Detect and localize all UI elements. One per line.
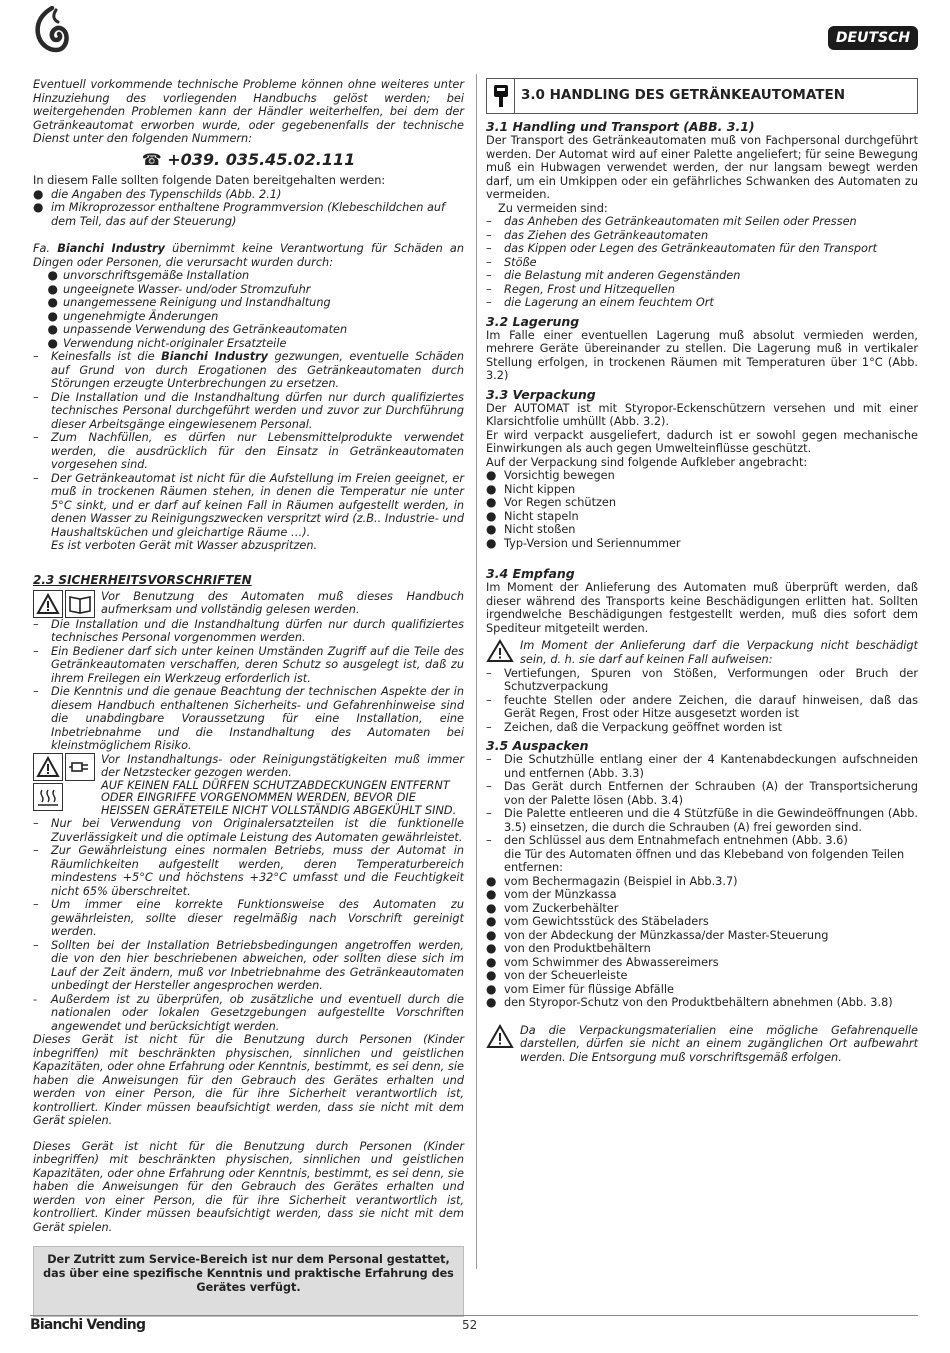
heading-3-3: 3.3 Verpackung [486, 386, 596, 402]
list-item: – Zeichen, daß die Verpackung geöffnet worden ist [486, 720, 783, 734]
page-number: 52 [462, 1318, 478, 1332]
column-divider [476, 74, 477, 1269]
heading-3-1: 3.1 Handling und Transport (ABB. 3.1) [486, 119, 755, 134]
right-column: 3.0 HANDLING DES GETRÄNKEAUTOMATEN 3.1 Handling und Transport (ABB. 3.1) Der Transport des Getränkeautomaten muß von Fachpersonal durchgeführt werden. Der Automat wird auf einer Palette angeliefert; für seine Bewegung muß ein Hubwagen verwendet werden, der nur langsam bewegt werden darf, um ein Umkippen oder ein gefährliches Schwanken des Automaten zu vermeiden. Zu vermeiden sind: – das Anheben des Getränkeautomaten mit Seilen oder Pressen – das Ziehen des Getränkeautomaten – das Kippen oder Legen des Getränkeautomaten für den Transport – Stöße – die Belastung mit anderen Gegenständen – Regen, Frost und Hitzequellen – die Lagerung an einem feuchtem Ort 3.2 Lagerung Im Falle einer eventuellen Lagerung muß absolut vermieden werden, mehrere Geräte übereinander zu stellen. Die Lagerung muß in vertikaler Stellung erfolgen, in trockenen Räumen mit Temperaturen über 1°C (Abb. 3.2) 3.3 Verpackung Der AUTOMAT ist mit Styropor-Eckenschützern versehen und mit einer Klarsichtfolie umhüllt (Abb. 3.2). Er wird verpackt ausgeliefert, dadurch ist er sowohl gegen mechanische Einwirkungen als auch gegen Umwelteinflüsse geschützt. Auf der Verpackung sind folgende Aufkleber angebracht: ● Vorsichtig bewegen ● Nicht kippen ● Vor Regen schützen ● Nicht stapeln ● Nicht stoßen ● Typ-Version und Seriennummer 3.4 Empfang Im Moment der Anlieferung des Automaten muß überprüft werden, daß dieser während des Transports keine Beschädigungen erlitten hat. Sollten irgendwelche Beschädigungen festgestellt werden, muß dies sofort dem Spediteur mitgeteilt werden. Im Moment der Anlieferung darf die Verpackung nicht beschädigt sein, d. h. sie darf auf keinen Fall aufweisen: – Vertiefungen, Spuren von Stößen, Verformungen oder Bruch der Schutzverpackung – feuchte Stellen oder andere Zeichen, die darauf hinweisen, daß das Gerät Regen, Frost oder Hitze ausgesetzt worden ist – Zeichen, daß die Verpackung geöffnet worden ist 3.5 Auspacken – Die Schutzhülle entlang einer der 4 Kantenabdeckungen aufschneiden und entfernen (Abb. 3.3) – Das Gerät durch Entfernen der Schrauben (A) der Transportsicherung von der Palette lösen (Abb. 3.4) – Die Palette entleeren und die 4 Stützfüße in die Gewindeöffnungen (Abb. 3.5) einsetzen, die durch die Schrauben (A) frei geworden sind. – den Schlüssel aus dem Entnahmefach entnehmen (Abb. 3.6) die Tür des Automaten öffnen und das Klebeband von folgenden Teilen entfernen: ● vom Bechermagazin (Beispiel in Abb.3.7) ● vom der Münzkassa ● vom Zuckerbehälter ● vom Gewichtsstück des Stäbeladers ● von der Abdeckung der Münzkassa/der Master-Steuerung ● von den Produktbehältern ● vom Schwimmer des Abwassereimers ● von der Scheuerleiste ● vom Eimer für flüssige Abfälle ● den Styropor-Schutz von den Produktbehältern abnehmen (Abb. 3.8) Da die Verpackungsmaterialien eine mögliche Gefahrenquelle darstellen, dürfen sie nicht an einem zugänglichen Ort aufbewahrt werden. Die Entsorgung muß vorschriftsgemäß erfolgen. [486, 78, 918, 1064]
list-item: – die Lagerung an einem feuchtem Ort [486, 296, 714, 309]
list-item: ● Nicht stoßen [486, 522, 576, 536]
brand-logo: Bianchi Vending [30, 1317, 146, 1333]
unplug-icon [65, 753, 95, 781]
warning-triangle-icon [486, 639, 514, 667]
list-item: – feuchte Stellen oder andere Zeichen, die darauf hinweisen, daß das Gerät Regen, Frost oder Hitze ausgesetzt worden ist [486, 693, 918, 720]
list-item: – das Ziehen des Getränkeautomaten [486, 228, 709, 242]
maintenance-warning: Vor Instandhaltungs- oder Reinigungstätigkeiten muß immer der Netzstecker gezogen werden. AUF KEINEN FALL DÜRFEN SCHUTZABDECKUNGEN ENTFERNT ODER EINGRIFFE VORGENOMMEN WERDEN, BEVOR DIE HEISSEN GERÄTETEILE NICHT VOLLSTÄNDIG ABGEKÜHLT SIND. [33, 753, 464, 818]
list-item: ● von der Scheuerleiste [486, 968, 628, 982]
list-item: ● ungeeignete Wasser- und/oder Stromzufuhr [47, 281, 311, 296]
list-item: ● Nicht kippen [486, 481, 576, 496]
list-item: – das Anheben des Getränkeautomaten mit Seilen oder Pressen [486, 215, 857, 228]
list-item: ● vom der Münzkassa [486, 887, 617, 901]
list-item: ● Vor Regen schützen [486, 495, 617, 509]
list-item: – Die Installation und die Instandhaltung dürfen nur durch qualifiziertes technisches Personal vorgenommen werden. [33, 617, 464, 644]
list-item: ● vom Gewichtsstück des Stäbeladers [486, 914, 709, 928]
list-item: – Das Gerät durch Entfernen der Schrauben (A) der Transportsicherung von der Palette lösen (Abb. 3.4) [486, 780, 918, 807]
list-item: ● von der Abdeckung der Münzkassa/der Master-Steuerung [486, 927, 829, 942]
list-item: ● Nicht stapeln [486, 508, 579, 523]
hot-surface-icon [33, 783, 63, 811]
packaging-disposal-warning: Da die Verpackungsmaterialien eine mögliche Gefahrenquelle darstellen, dürfen sie nicht an einem zugänglichen Ort aufbewahrt werden. Die Entsorgung muß vorschriftsgemäß erfolgen. [486, 1024, 918, 1065]
list-item: – Nur bei Verwendung von Originalersatzteilen ist die funktionelle Zuverlässigkeit und die optimale Leistung des Automaten gewährleistet. [33, 817, 464, 844]
list-item: – die Belastung mit anderen Gegenständen [486, 269, 741, 282]
service-area-notice: Der Zutritt zum Service-Bereich ist nur dem Personal gestattet, das über eine spezifische Kenntnis und praktische Erfahrung des Gerätes verfügt. [33, 1246, 464, 1317]
keep-ready-text: In diesem Falle sollten folgende Daten bereitgehalten werden: [33, 174, 386, 187]
list-item: – Ein Bediener darf sich unter keinen Umständen Zugriff auf die Teile des Getränkeautomaten verschaffen, deren Schutz so ausgelegt ist, daß zu ihrem Freilegen ein Werkzeug erforderlich ist. [33, 644, 464, 685]
intro-text: Eventuell vorkommende technische Probleme können ohne weiteres unter Hinzuziehung des vorliegenden Handbuchs gelöst werden; bei weitergehenden Problemen kann der Händler weiterhelfen, bei dem der Getränkeautomat erworben wurde, oder gegebenenfalls der technische Dienst unter den folgenden Nummern: [33, 78, 464, 145]
list-item: – Um immer eine korrekte Funktionsweise des Automaten zu gewährleisten, sollte dieser regelmäßig nach Vorschrift gereinigt werden. [33, 898, 464, 938]
list-item: ● die Angaben des Typenschilds (Abb. 2.1) [33, 186, 282, 201]
list-item: ● unvorschriftsgemäße Installation [47, 268, 250, 282]
list-item: – Regen, Frost und Hitzequellen [486, 282, 675, 296]
list-item: ● unangemessene Reinigung und Instandhaltung [47, 295, 331, 309]
list-item: ● im Mikroprozessor enthaltene Programmversion (Klebeschildchen auf dem Teil, das auf der Steuerung) [33, 200, 446, 228]
list-item: – Der Getränkeautomat ist nicht für die Aufstellung im Freien geeignet, er muß in trockenen Räumen stehen, in denen die Temperatur nie unter 5°C sinkt, und er darf auf keinen Fall in Räumen aufgestellt werden, in denen Wasser zu Reinigungszwecken verspritzt wird (z.B.. Industrie- und Haushaltsküchen und gleichartige Räume …). Es ist verboten Gerät mit Wasser abzuspritzen. [33, 471, 464, 552]
list-item: – Sollten bei der Installation Betriebsbedingungen angetroffen werden, die von den hier beschriebenen abweichen, oder sollten diese sich im Lauf der Zeit ändern, muß vor Inbetriebnahme des Getränkeautomaten unbedingt der Hersteller angesprochen werden. [33, 938, 464, 992]
children-warning-2: Dieses Gerät ist nicht für die Benutzung durch Personen (Kinder inbegriffen) mit beschränkten physischen, sinnlichen und geistlichen Kapazitäten, oder ohne Erfahrung oder Kenntnis, bestimmt, es sei denn, sie haben die Anweisungen für den Gebrauch des Gerätes erhalten und werden von einer Person, die für ihre Sicherheit verantwortlich ist, kontrolliert. Kinder müssen beaufsichtigt werden, dass sie nicht mit dem Gerät spielen. [33, 1139, 464, 1234]
list-item: – Stöße [486, 255, 537, 269]
list-item: ● von den Produktbehältern [486, 941, 651, 955]
list-item: – Keinesfalls ist die Bianchi Industry gezwungen, eventuelle Schäden auf Grund von durch Erogationen des Getränkeautomaten durch Störungen erzeugte Unterbrechungen zu ersetzen. [33, 350, 464, 390]
bullet-icon: ● [33, 186, 44, 201]
list-item: ● vom Zuckerbehälter [486, 900, 619, 915]
liability-text: Fa. Bianchi Industry übernimmt keine Verantwortung für Schäden an Dingen oder Personen, die verursacht wurden durch: [33, 242, 465, 269]
list-item: – den Schlüssel aus dem Entnahmefach entnehmen (Abb. 3.6) [486, 834, 848, 847]
list-item: – Vertiefungen, Spuren von Stößen, Verformungen oder Bruch der Schutzverpackung [486, 666, 918, 693]
list-item: ● Vorsichtig bewegen [486, 468, 615, 482]
handling-icon [487, 79, 515, 113]
heading-3-2: 3.2 Lagerung [486, 313, 580, 329]
list-item: ● Verwendung nicht-originaler Ersatzteile [47, 335, 287, 350]
list-item: – Die Palette entleeren und die 4 Stützfüße in die Gewindeöffnungen (Abb. 3.5) einsetzen, die durch die Schrauben (A) frei geworden sind. [486, 807, 918, 834]
bianchi-logo-icon [30, 6, 70, 54]
phone-icon: ☎ [141, 149, 162, 169]
bullet-icon: ● [33, 200, 44, 214]
manual-book-icon [65, 590, 95, 618]
warning-triangle-icon [486, 1024, 514, 1065]
list-item: ● vom Bechermagazin (Beispiel in Abb.3.7) [486, 873, 738, 888]
footer-divider [30, 1315, 918, 1316]
section-title: 3.0 HANDLING DES GETRÄNKEAUTOMATEN [486, 78, 918, 114]
language-badge: DEUTSCH [828, 26, 918, 50]
left-column [33, 78, 464, 1317]
warning-triangle-icon [33, 753, 63, 781]
list-item: ● unpassende Verwendung des Getränkeautomaten [47, 322, 348, 336]
list-item: - Außerdem ist zu überprüfen, ob zusätzliche und eventuell durch die nationalen oder lokalen Gesetzgebungen aufgestellte Vorschriften angewendet und berücksichtigt werden. [33, 992, 464, 1033]
list-item: ● den Styropor-Schutz von den Produktbehältern abnehmen (Abb. 3.8) [486, 995, 893, 1009]
safety-heading: 2.3 SICHERHEITSVORSCHRIFTEN [33, 572, 252, 587]
list-item: ● ungenehmigte Änderungen [47, 308, 219, 323]
list-item: – Die Installation und die Instandhaltung dürfen nur durch qualifiziertes technisches Personal durchgeführt werden und zuvor zur Durchführung dieser Arbeitsgänge eingewiesenem Personal. [33, 390, 464, 431]
list-item: – Zum Nachfüllen, es dürfen nur Lebensmittelprodukte verwendet werden, die ausdrücklich für den Einsatz in Getränkeautomaten vorgesehen sind. [33, 431, 464, 471]
heading-3-5: 3.5 Auspacken [486, 738, 589, 753]
list-item: – das Kippen oder Legen des Getränkeautomaten für den Transport [486, 242, 878, 255]
warning-triangle-icon [33, 590, 63, 618]
list-item: ● vom Schwimmer des Abwassereimers [486, 954, 719, 969]
list-item: – Die Kenntnis und die genaue Beachtung der technischen Aspekte der in diesem Handbuch enthaltenen Sicherheits- und Gefahrenhinweise sind die unabdingbare Voraussetzung für eine Installation, eine Inbetriebnahme und die Instandhaltung des Automaten bei kleinstmöglichem Risiko. [33, 685, 464, 752]
list-item: – Zur Gewährleistung eines normalen Betriebs, muss der Automat in Räumlichkeiten aufgestellt werden, deren Temperaturbereich mindestens +5°C und höchstens +32°C umfasst und die Feuchtigkeit nicht 65% überschreitet. [33, 844, 464, 898]
children-warning-1: Dieses Gerät ist nicht für die Benutzung durch Personen (Kinder inbegriffen) mit beschränkten physischen, sinnlichen und geistlichen Kapazitäten, oder ohne Erfahrung oder Kenntnis, bestimmt, es sei denn, sie haben die Anweisungen für den Gebrauch des Gerätes erhalten und werden von einer Person, die für ihre Sicherheit verantwortlich ist, kontrolliert. Kinder müssen beaufsichtigt werden, dass sie nicht mit dem Gerät spielen. [33, 1033, 464, 1127]
service-phone [33, 149, 464, 169]
phone-number: +039. 035.45.02.111 [167, 149, 356, 169]
delivery-warning: Im Moment der Anlieferung darf die Verpackung nicht beschädigt sein, d. h. sie darf auf keinen Fall aufweisen: [486, 639, 918, 667]
list-item: ● Typ-Version und Seriennummer [486, 535, 681, 550]
heading-3-4: 3.4 Empfang [486, 566, 575, 581]
read-manual-warning: Vor Benutzung des Automaten muß dieses Handbuch aufmerksam und vollständig gelesen werden. [33, 590, 464, 618]
list-item: – Die Schutzhülle entlang einer der 4 Kantenabdeckungen aufschneiden und entfernen (Abb. 3.3) [486, 753, 918, 780]
list-item: ● vom Eimer für flüssige Abfälle [486, 981, 674, 996]
